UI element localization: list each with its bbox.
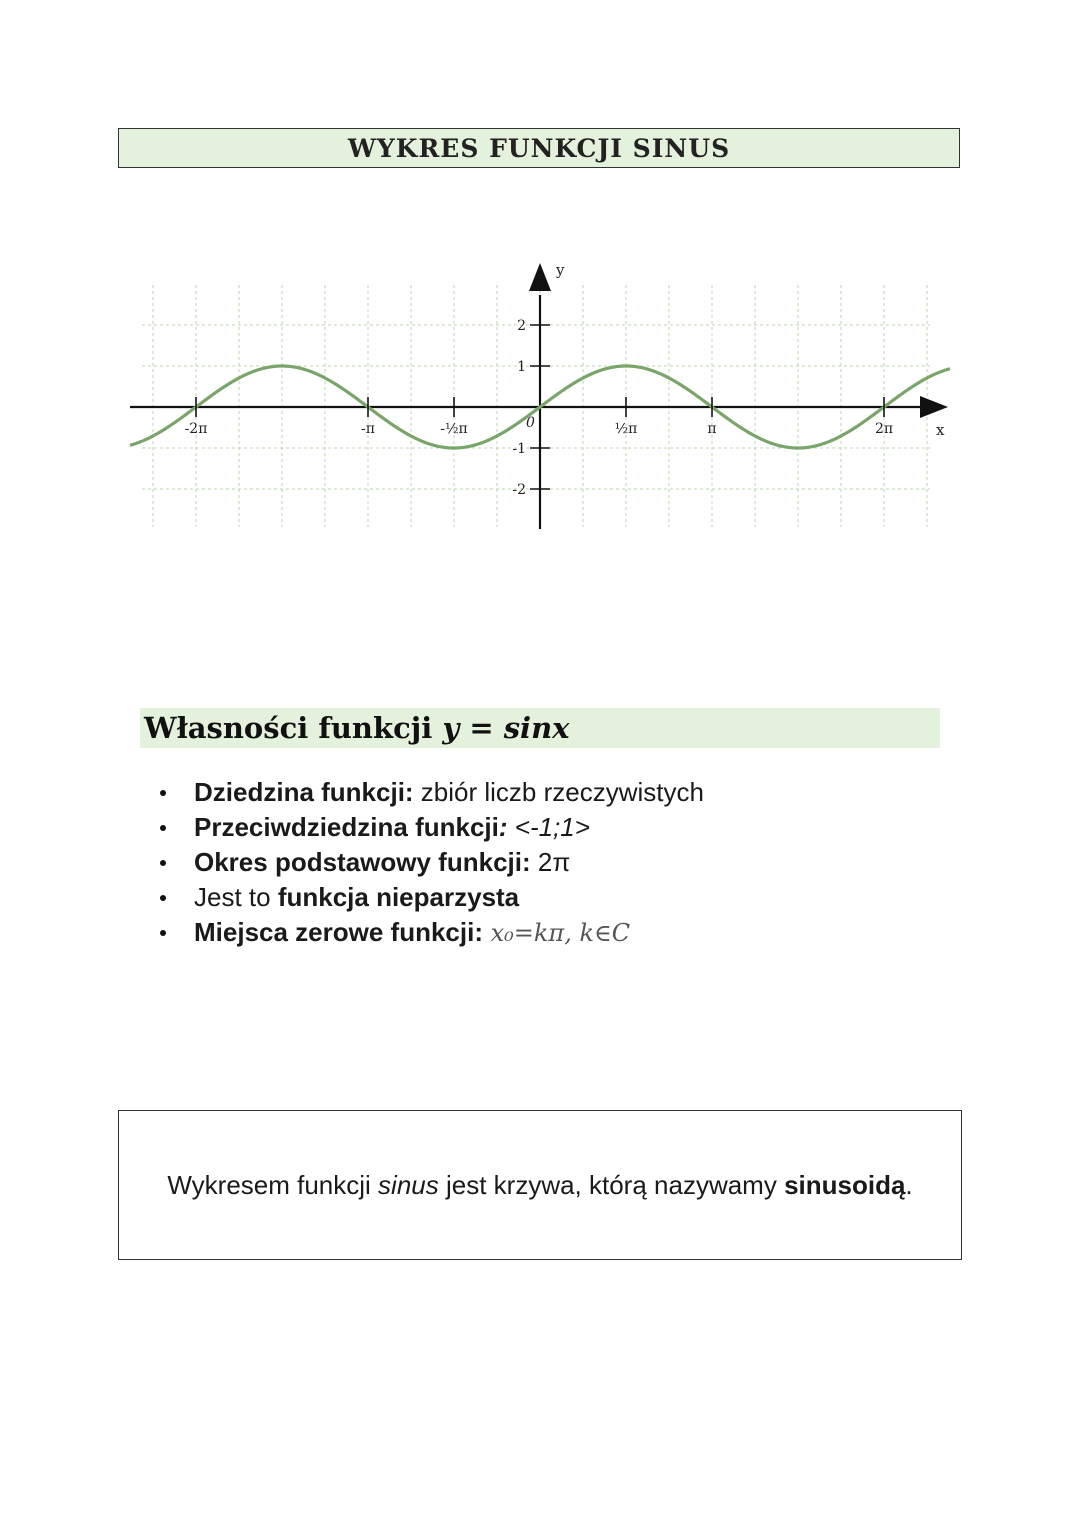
heading-prefix: Własności funkcji: [144, 711, 443, 745]
note-part: jest krzywa, którą nazywamy: [438, 1169, 785, 1200]
domain-label: Dziedzina funkcji:: [194, 777, 414, 807]
period-label: Okres podstawowy funkcji:: [194, 847, 531, 877]
zeros-label: Miejsca zerowe funkcji:: [194, 917, 483, 947]
range-colon: :: [498, 812, 508, 842]
note-box: [118, 1110, 962, 1260]
x-tick-label: -π: [361, 421, 375, 437]
x-tick-label: π: [707, 421, 717, 437]
y-axis-label: y: [556, 261, 565, 279]
list-item: [160, 915, 704, 951]
list-item: [160, 810, 704, 845]
heading-func: sinx: [503, 711, 570, 745]
list-item: [160, 845, 704, 880]
origin-label: 0: [526, 415, 535, 431]
heading-eq: =: [459, 711, 504, 745]
parity-label: funkcja nieparzysta: [277, 882, 520, 912]
properties-list: [160, 775, 704, 951]
y-tick-label: 1: [517, 359, 526, 375]
title-box: [118, 128, 960, 168]
y-tick-label: 2: [517, 318, 526, 334]
x-axis-label: x: [936, 421, 945, 439]
note-part-italic: sinus: [378, 1169, 439, 1200]
y-tick-label: -1: [512, 441, 526, 457]
y-axis-arrow: [529, 263, 551, 291]
list-item: [160, 775, 704, 810]
x-tick-label: -2π: [184, 421, 208, 437]
note-text: [167, 1170, 912, 1201]
x-tick-label: 2π: [874, 421, 894, 437]
range-label: Przeciwdziedzina funkcji: [194, 812, 499, 842]
heading-var: y: [442, 711, 460, 745]
parity-prefix: Jest to: [194, 882, 278, 912]
properties-heading: [140, 708, 940, 748]
sine-graph: [120, 255, 960, 540]
x-tick-label: ½π: [614, 421, 638, 437]
domain-value: zbiór liczb rzeczywistych: [413, 777, 704, 807]
y-tick-label: -2: [512, 482, 526, 498]
page-title: WYKRES FUNKCJI SINUS: [347, 133, 731, 163]
note-part: Wykresem funkcji: [167, 1169, 379, 1200]
note-part: .: [905, 1169, 913, 1200]
list-item: [160, 880, 704, 915]
note-part-bold: sinusoidą: [784, 1169, 906, 1200]
x-axis-arrow: [920, 396, 948, 418]
zeros-value: x₀=kπ, k∈C: [482, 919, 631, 947]
x-tick-label: -½π: [440, 421, 468, 437]
period-value: 2π: [530, 847, 571, 877]
range-value: <-1;1>: [507, 812, 590, 842]
